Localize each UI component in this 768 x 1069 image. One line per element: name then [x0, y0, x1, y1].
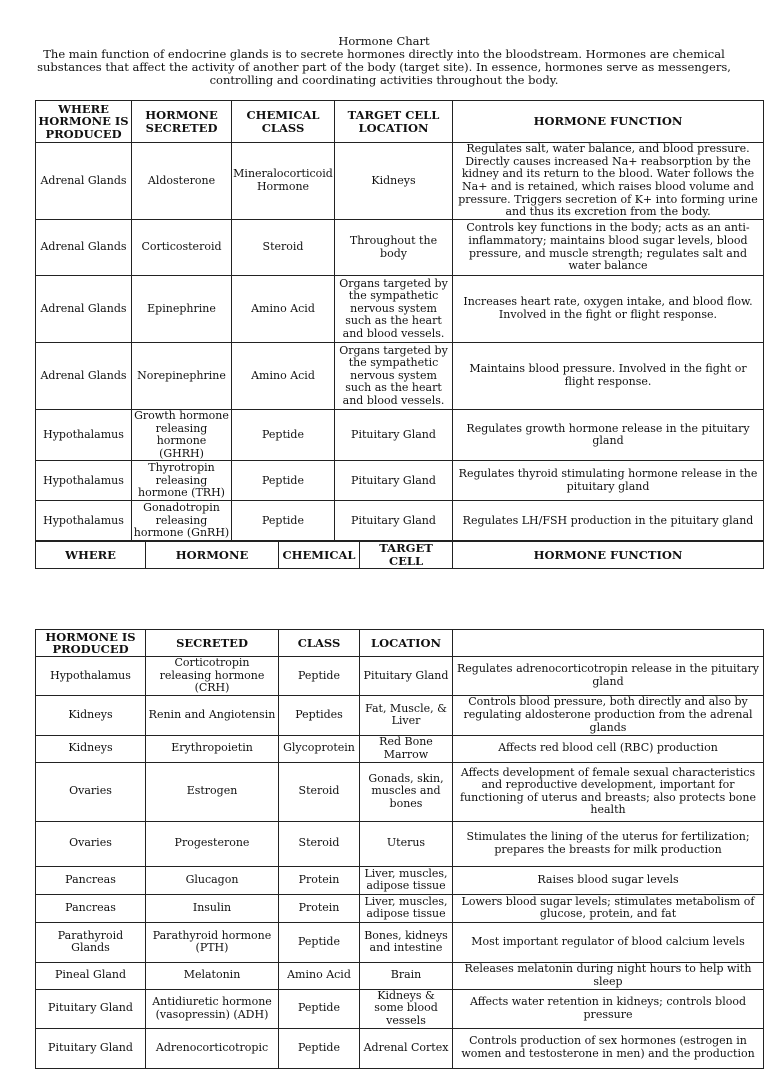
cell-gland: Pituitary Gland [36, 1028, 146, 1068]
cell-function: Lowers blood sugar levels; stimulates metabolism of glucose, protein, and fat [453, 894, 764, 922]
cell-class: Glycoprotein [279, 735, 360, 762]
cell-gland: Ovaries [36, 762, 146, 821]
cell-function: Controls blood pressure, both directly and also by regulating aldosterone production from the adrenal glands [453, 695, 764, 735]
cell-target: Red Bone Marrow [360, 735, 453, 762]
cell-function: Affects water retention in kidneys; controls blood pressure [453, 989, 764, 1028]
cell-gland: Pancreas [36, 866, 146, 894]
cell-target: Organs targeted by the sympathetic nervous system such as the heart and blood vessels. [335, 343, 453, 410]
table-header-row [36, 542, 764, 569]
cell-target: Adrenal Cortex [360, 1028, 453, 1068]
cell-gland: Hypothalamus [36, 657, 146, 696]
cell-gland: Adrenal Glands [36, 143, 132, 220]
col-header-target: TARGET CELL [360, 542, 453, 569]
cell-hormone: Epinephrine [132, 276, 232, 343]
cell-target: Kidneys [335, 143, 453, 220]
cell-target: Pituitary Gland [335, 501, 453, 541]
table-row [36, 1028, 764, 1068]
cell-hormone: Parathyroid hormone (PTH) [146, 922, 279, 962]
cell-gland: Hypothalamus [36, 501, 132, 541]
cell-target: Gonads, skin, muscles and bones [360, 762, 453, 821]
col-header-function [453, 630, 764, 657]
cell-function: Controls key functions in the body; acts as an anti-inflammatory; maintains blood sugar levels, blood pressure, and muscle strength; regulates salt and water balance [453, 220, 764, 276]
cell-class: Mineralocorticoid Hormone [232, 143, 335, 220]
cell-gland: Pituitary Gland [36, 989, 146, 1028]
cell-gland: Kidneys [36, 695, 146, 735]
cell-function: Affects red blood cell (RBC) production [453, 735, 764, 762]
cell-function: Affects development of female sexual characteristics and reproductive development, important for functioning of uterus and breasts; also protects bone health [453, 762, 764, 821]
cell-gland: Adrenal Glands [36, 276, 132, 343]
cell-target: Uterus [360, 821, 453, 866]
cell-class: Amino Acid [279, 962, 360, 989]
hormone-table-2-header [35, 541, 764, 569]
table-header-row [36, 101, 764, 143]
table-row [36, 866, 764, 894]
cell-class: Steroid [279, 762, 360, 821]
cell-hormone: Erythropoietin [146, 735, 279, 762]
cell-class: Peptide [279, 989, 360, 1028]
table-row [36, 821, 764, 866]
col-header-function: HORMONE FUNCTION [453, 101, 764, 143]
cell-target: Pituitary Gland [335, 461, 453, 501]
cell-hormone: Melatonin [146, 962, 279, 989]
cell-class: Peptide [279, 657, 360, 696]
col-header-where: WHERE HORMONE IS PRODUCED [36, 101, 132, 143]
cell-gland: Hypothalamus [36, 410, 132, 461]
col-header-hormone: HORMONE SECRETED [132, 101, 232, 143]
cell-function: Regulates thyroid stimulating hormone release in the pituitary gland [453, 461, 764, 501]
cell-target: Pituitary Gland [360, 657, 453, 696]
cell-function: Releases melatonin during night hours to help with sleep [453, 962, 764, 989]
cell-class: Peptide [232, 410, 335, 461]
cell-hormone: Insulin [146, 894, 279, 922]
table-row [36, 461, 764, 501]
cell-class: Amino Acid [232, 343, 335, 410]
cell-gland: Hypothalamus [36, 461, 132, 501]
cell-class: Peptide [279, 922, 360, 962]
cell-hormone: Gonadotropin releasing hormone (GnRH) [132, 501, 232, 541]
cell-gland: Parathyroid Glands [36, 922, 146, 962]
table-row [36, 762, 764, 821]
cell-function: Regulates adrenocorticotropin release in the pituitary gland [453, 657, 764, 696]
cell-function: Regulates LH/FSH production in the pituitary gland [453, 501, 764, 541]
cell-class: Amino Acid [232, 276, 335, 343]
cell-gland: Ovaries [36, 821, 146, 866]
col-header-target: LOCATION [360, 630, 453, 657]
cell-class: Steroid [232, 220, 335, 276]
cell-hormone: Estrogen [146, 762, 279, 821]
cell-function: Raises blood sugar levels [453, 866, 764, 894]
cell-target: Liver, muscles, adipose tissue [360, 894, 453, 922]
cell-target: Organs targeted by the sympathetic nervous system such as the heart and blood vessels. [335, 276, 453, 343]
cell-class: Peptide [279, 1028, 360, 1068]
cell-function: Controls production of sex hormones (estrogen in women and testosterone in men) and the production [453, 1028, 764, 1068]
document-intro: The main function of endocrine glands is to secrete hormones directly into the bloodstream. Hormones are chemical substances that affect the activity of another part of the body (target site). In essence, hormones serve as messengers, controlling and coordinating activities throughout the body. [37, 47, 731, 88]
col-header-class: CHEMICAL [279, 542, 360, 569]
cell-function: Maintains blood pressure. Involved in the fight or flight response. [453, 343, 764, 410]
cell-gland: Adrenal Glands [36, 220, 132, 276]
cell-function: Regulates growth hormone release in the pituitary gland [453, 410, 764, 461]
cell-hormone: Progesterone [146, 821, 279, 866]
col-header-where: HORMONE IS PRODUCED [36, 630, 146, 657]
col-header-hormone: HORMONE [146, 542, 279, 569]
hormone-table-3 [35, 629, 764, 1069]
cell-hormone: Norepinephrine [132, 343, 232, 410]
cell-target: Bones, kidneys and intestine [360, 922, 453, 962]
cell-gland: Pineal Gland [36, 962, 146, 989]
cell-target: Fat, Muscle, & Liver [360, 695, 453, 735]
table-row [36, 657, 764, 696]
cell-class: Protein [279, 894, 360, 922]
cell-target: Liver, muscles, adipose tissue [360, 866, 453, 894]
table-row [36, 143, 764, 220]
table-row [36, 501, 764, 541]
cell-function: Regulates salt, water balance, and blood pressure. Directly causes increased Na+ reabsorption by the kidney and its return to the blood. Water follows the Na+ and is retained, which raises blood volume and pressure. Triggers secretion of K+ into forming urine and thus its excretion from the body. [453, 143, 764, 220]
table-row [36, 695, 764, 735]
col-header-class: CLASS [279, 630, 360, 657]
table-row [36, 962, 764, 989]
table-row [36, 343, 764, 410]
cell-hormone: Antidiuretic hormone (vasopressin) (ADH) [146, 989, 279, 1028]
cell-function: Most important regulator of blood calcium levels [453, 922, 764, 962]
cell-gland: Adrenal Glands [36, 343, 132, 410]
cell-hormone: Renin and Angiotensin [146, 695, 279, 735]
cell-hormone: Corticosteroid [132, 220, 232, 276]
table-row [36, 989, 764, 1028]
col-header-where: WHERE [36, 542, 146, 569]
table-row [36, 922, 764, 962]
cell-class: Peptides [279, 695, 360, 735]
cell-hormone: Glucagon [146, 866, 279, 894]
cell-gland: Pancreas [36, 894, 146, 922]
cell-class: Peptide [232, 501, 335, 541]
col-header-hormone: SECRETED [146, 630, 279, 657]
hormone-table-1 [35, 100, 764, 541]
document-title: Hormone Chart [338, 34, 430, 48]
col-header-class: CHEMICAL CLASS [232, 101, 335, 143]
cell-class: Peptide [232, 461, 335, 501]
table-row [36, 276, 764, 343]
col-header-function: HORMONE FUNCTION [453, 542, 764, 569]
cell-target: Kidneys & some blood vessels [360, 989, 453, 1028]
cell-class: Steroid [279, 821, 360, 866]
table-header-row [36, 630, 764, 657]
cell-function: Increases heart rate, oxygen intake, and blood flow. Involved in the fight or flight response. [453, 276, 764, 343]
table-row [36, 735, 764, 762]
cell-hormone: Adrenocorticotropic [146, 1028, 279, 1068]
cell-target: Pituitary Gland [335, 410, 453, 461]
table-row [36, 894, 764, 922]
table-row [36, 220, 764, 276]
cell-hormone: Thyrotropin releasing hormone (TRH) [132, 461, 232, 501]
cell-target: Brain [360, 962, 453, 989]
cell-hormone: Aldosterone [132, 143, 232, 220]
table-row [36, 410, 764, 461]
col-header-target: TARGET CELL LOCATION [335, 101, 453, 143]
cell-hormone: Corticotropin releasing hormone (CRH) [146, 657, 279, 696]
cell-class: Protein [279, 866, 360, 894]
cell-gland: Kidneys [36, 735, 146, 762]
cell-function: Stimulates the lining of the uterus for fertilization; prepares the breasts for milk production [453, 821, 764, 866]
cell-target: Throughout the body [335, 220, 453, 276]
cell-hormone: Growth hormone releasing hormone (GHRH) [132, 410, 232, 461]
